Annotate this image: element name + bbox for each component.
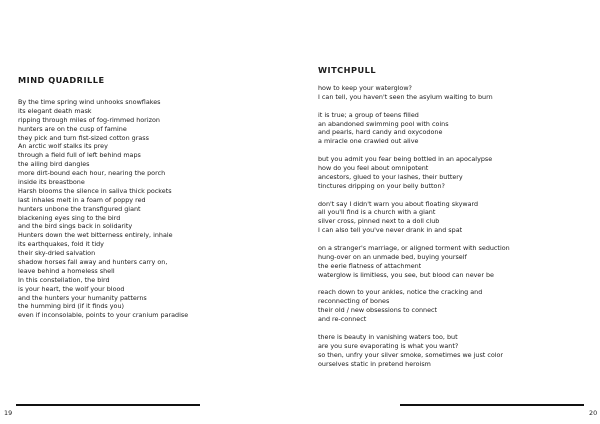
poem-line: but you admit you fear being bottled in an apocalypse	[318, 155, 493, 164]
poem-line: last inhales melt in a foam of poppy red	[18, 195, 146, 204]
poem-line: it is true; a group of teens filled	[318, 110, 419, 119]
poem-line: how do you feel about omnipotent	[318, 164, 429, 173]
poem-line: silver cross, pinned next to a doll club	[318, 217, 440, 226]
poem-line: blackening eyes sing to the bird	[18, 213, 121, 222]
poem-line: hunters unbone the transfigured giant	[18, 204, 141, 213]
poem-line: there is beauty in vanishing waters too, but	[318, 332, 458, 341]
poem-line: ancestors, glued to your lashes, their buttery	[318, 172, 463, 181]
poem-line: and the hunters your humanity patterns	[18, 293, 147, 302]
poem-line: shadow horses fall away and hunters carry on,	[18, 258, 168, 267]
poem-body	[318, 84, 510, 369]
stanza-break	[318, 324, 510, 333]
poem-line: all you'll find is a church with a giant	[318, 208, 436, 217]
poem-line: hunters are on the cusp of famine	[18, 124, 127, 133]
poem-line: the eerie flatness of attachment	[318, 261, 422, 270]
poem-line: an abandoned swimming pool with coins	[318, 119, 449, 128]
poem-line: and pearls, hard candy and oxycodone	[318, 128, 443, 137]
poem-line: how to keep your waterglow?	[318, 84, 412, 92]
poem-line: In this constellation, the bird	[18, 275, 110, 284]
stanza-break	[318, 102, 510, 111]
poem-line: waterglow is limitless, you see, but blood can never be	[318, 270, 494, 279]
poem-line: they pick and turn fist-sized cotton grass	[18, 133, 149, 142]
poem-line: is your heart, the wolf your blood	[18, 284, 125, 293]
poem-line: its elegant death mask	[18, 106, 92, 115]
stanza-break	[318, 191, 510, 200]
poem-line: more dirt-bound each hour, nearing the porch	[18, 169, 166, 178]
poem-line: through a field full of left behind maps	[18, 151, 141, 160]
poem-line: and re-connect	[318, 315, 367, 324]
footer-rule	[400, 404, 584, 406]
poem-line: reach down to your ankles, notice the cracking and	[318, 288, 483, 297]
poem-line: are you sure evaporating is what you want?	[318, 341, 459, 350]
poem-line: Hunters down the wet bitterness entirely, inhale	[18, 231, 173, 240]
poem-line: their sky-dried salvation	[18, 249, 96, 258]
poem-line: and the bird sings back in solidarity	[18, 222, 133, 231]
poem-line: the humming bird (if it finds you)	[18, 302, 125, 311]
right-page	[300, 0, 600, 424]
poem-line: ourselves static in pretend heroism	[318, 359, 431, 368]
poem-line: their old / new obsessions to connect	[318, 306, 438, 315]
stanza-break	[318, 280, 510, 289]
poem-line: the ailing bird dangles	[18, 160, 90, 169]
poem-body	[18, 98, 188, 320]
poem-line: don't say I didn't warn you about floating skyward	[318, 199, 479, 208]
poem-line: ripping through miles of fog-rimmed horizon	[18, 115, 160, 124]
poem-line: leave behind a homeless shell	[18, 266, 115, 275]
poem-line: I can also tell you've never drank in and spat	[318, 226, 463, 235]
poem-line: tinctures dripping on your belly button?	[318, 181, 445, 190]
poem-line: I can tell, you haven't seen the asylum waiting to burn	[318, 92, 493, 101]
poem-line: even if inconsolable, points to your cranium paradise	[18, 311, 189, 320]
poem-line: reconnecting of bones	[318, 297, 390, 306]
poem-title: WITCHPULL	[318, 65, 377, 75]
stanza-break	[318, 146, 510, 155]
poem-line: inside its breastbone	[18, 178, 85, 187]
stanza-break	[318, 235, 510, 244]
page-number: 20	[589, 409, 598, 417]
poem-line: An arctic wolf stalks its prey	[18, 142, 108, 151]
poem-title: MIND QUADRILLE	[18, 75, 105, 85]
poem-line: its earthquakes, fold it tidy	[18, 240, 104, 249]
poem-line: Harsh blooms the silence in saliva thick pockets	[18, 186, 172, 195]
poem-line: on a stranger's marriage, or aligned torment with seduction	[318, 244, 510, 253]
page-number: 19	[4, 409, 13, 417]
poem-line: so then, unfry your silver smoke, sometimes we just color	[318, 350, 504, 359]
poem-line: By the time spring wind unhooks snowflakes	[18, 98, 161, 106]
poem-line: hung-over on an unmade bed, buying yourself	[318, 252, 467, 261]
poem-line: a miracle one crawled out alive	[318, 137, 419, 146]
footer-rule	[16, 404, 200, 406]
